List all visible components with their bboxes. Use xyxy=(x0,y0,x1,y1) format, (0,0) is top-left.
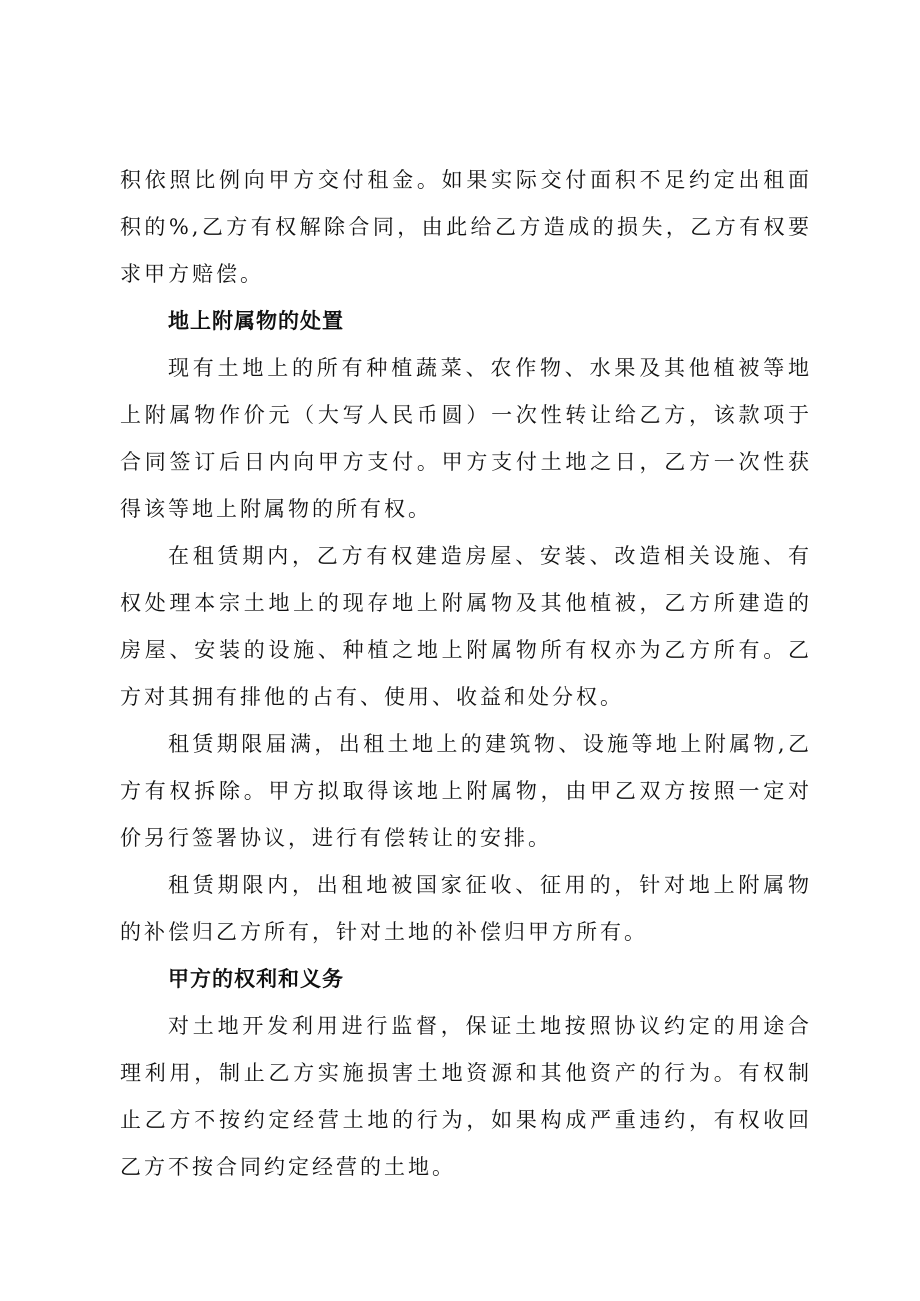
paragraph-construction-rights: 在租赁期内，乙方有权建造房屋、安装、改造相关设施、有权处理本宗土地上的现存地上附属物及其他植被，乙方所建造的房屋、安装的设施、种植之地上附属物所有权亦为乙方所有。乙方对其拥有排他的占有、使用、收益和处分权。 xyxy=(120,544,812,709)
paragraph-expropriation-compensation: 租赁期限内，出租地被国家征收、征用的，针对地上附属物的补偿归乙方所有，针对土地的补偿归甲方所有。 xyxy=(120,873,812,944)
paragraph-rent-payment-continuation: 积依照比例向甲方交付租金。如果实际交付面积不足约定出租面积的%,乙方有权解除合同，由此给乙方造成的损失，乙方有权要求甲方赔偿。 xyxy=(120,168,812,286)
paragraph-party-a-supervision: 对土地开发利用进行监督，保证土地按照协议约定的用途合理利用，制止乙方实施损害土地资源和其他资产的行为。有权制止乙方不按约定经营土地的行为，如果构成严重违约，有权收回乙方不按合同约定经营的土地。 xyxy=(120,1014,812,1179)
section-heading-attachments: 地上附属物的处置 xyxy=(168,309,344,333)
document-body xyxy=(120,157,812,1191)
section-heading-party-a-rights: 甲方的权利和义务 xyxy=(168,967,344,991)
paragraph-attachment-transfer: 现有土地上的所有种植蔬菜、农作物、水果及其他植被等地上附属物作价元（大写人民币圆）一次性转让给乙方，该款项于合同签订后日内向甲方支付。甲方支付土地之日，乙方一次性获得该等地上附属物的所有权。 xyxy=(120,356,812,521)
paragraph-lease-expiry: 租赁期限届满，出租土地上的建筑物、设施等地上附属物,乙方有权拆除。甲方拟取得该地上附属物，由甲乙双方按照一定对价另行签署协议，进行有偿转让的安排。 xyxy=(120,732,812,850)
